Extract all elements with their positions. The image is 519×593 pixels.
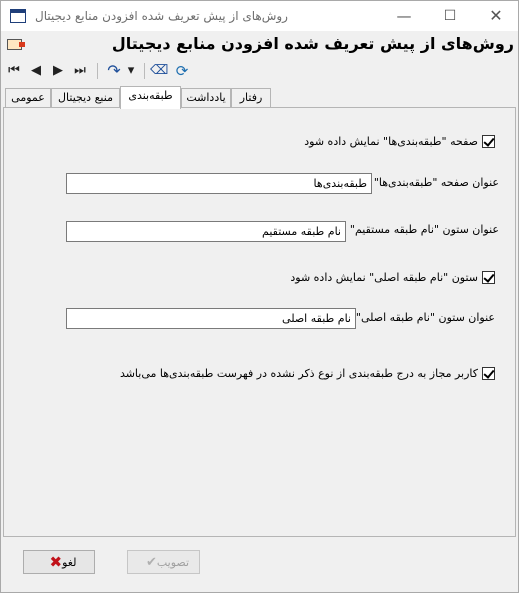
show-main-category-checkbox[interactable]	[482, 271, 495, 284]
toolbar-separator	[97, 63, 98, 79]
show-categories-page-row[interactable]	[304, 135, 495, 148]
cancel-button[interactable]	[23, 550, 95, 574]
tab-general[interactable]: عمومی	[5, 88, 51, 108]
main-category-column-label: عنوان ستون "نام طبقه اصلی"	[355, 311, 495, 324]
show-main-category-label: ستون "نام طبقه اصلی" نمایش داده شود	[290, 271, 478, 284]
previous-record-icon[interactable]: ◀	[31, 63, 41, 78]
allow-unlisted-categories-row[interactable]	[120, 367, 495, 380]
categories-page-title-label: عنوان صفحه "طبقه‌بندی‌ها"	[373, 176, 499, 189]
first-record-icon[interactable]: ⏮	[8, 63, 20, 78]
tab-notes[interactable]: یادداشت	[181, 88, 231, 108]
approve-check-icon: ✔	[145, 554, 157, 570]
approve-button[interactable]	[127, 550, 200, 574]
main-category-column-input[interactable]	[66, 308, 356, 329]
chevron-down-icon[interactable]: ▾	[127, 63, 135, 78]
tab-categorization[interactable]: طبقه‌بندی	[120, 86, 181, 109]
last-record-icon[interactable]: ⏭	[74, 63, 86, 78]
direct-category-column-label: عنوان ستون "نام طبقه مستقیم"	[349, 223, 499, 236]
navigation-toolbar	[1, 59, 518, 83]
window-icon	[10, 9, 26, 23]
allow-unlisted-categories-label: کاربر مجاز به درج طبقه‌بندی از نوع ذکر نشده در فهرست طبقه‌بندی‌ها می‌باشد	[119, 367, 478, 380]
tab-behavior[interactable]: رفتار	[231, 88, 271, 108]
categories-page-title-input[interactable]	[66, 173, 372, 194]
close-button[interactable]: ✕	[489, 6, 503, 25]
direct-category-column-input[interactable]	[66, 221, 346, 242]
page-title: روش‌های از پیش تعریف شده افزودن منابع دیجیتال	[111, 34, 514, 53]
form-header	[1, 31, 518, 57]
tab-digital-source[interactable]: منبع دیجیتال	[51, 88, 120, 108]
refresh-icon[interactable]: ⟳	[175, 62, 189, 80]
title-bar	[1, 1, 518, 31]
allow-unlisted-categories-checkbox[interactable]	[482, 367, 495, 380]
next-record-icon[interactable]: ▶	[53, 63, 63, 78]
tab-strip	[1, 86, 518, 108]
show-categories-page-checkbox[interactable]	[482, 135, 495, 148]
show-categories-page-label: صفحه "طبقه‌بندی‌ها" نمایش داده شود	[304, 135, 478, 148]
cancel-button-label: لغو	[62, 555, 77, 569]
exit-icon[interactable]	[7, 39, 22, 50]
eraser-icon[interactable]: ⌫	[150, 63, 169, 78]
show-main-category-row[interactable]	[290, 271, 495, 284]
redo-icon[interactable]: ↷	[107, 61, 121, 80]
window-title: روش‌های از پیش تعریف شده افزودن منابع دیجیتال	[35, 9, 288, 23]
categorization-panel	[3, 107, 516, 537]
maximize-button[interactable]: ☐	[443, 8, 457, 24]
toolbar-separator	[144, 63, 145, 79]
cancel-x-icon: ✖	[49, 553, 63, 571]
minimize-button[interactable]: —	[396, 7, 412, 25]
approve-button-label: تصویب	[156, 555, 190, 569]
